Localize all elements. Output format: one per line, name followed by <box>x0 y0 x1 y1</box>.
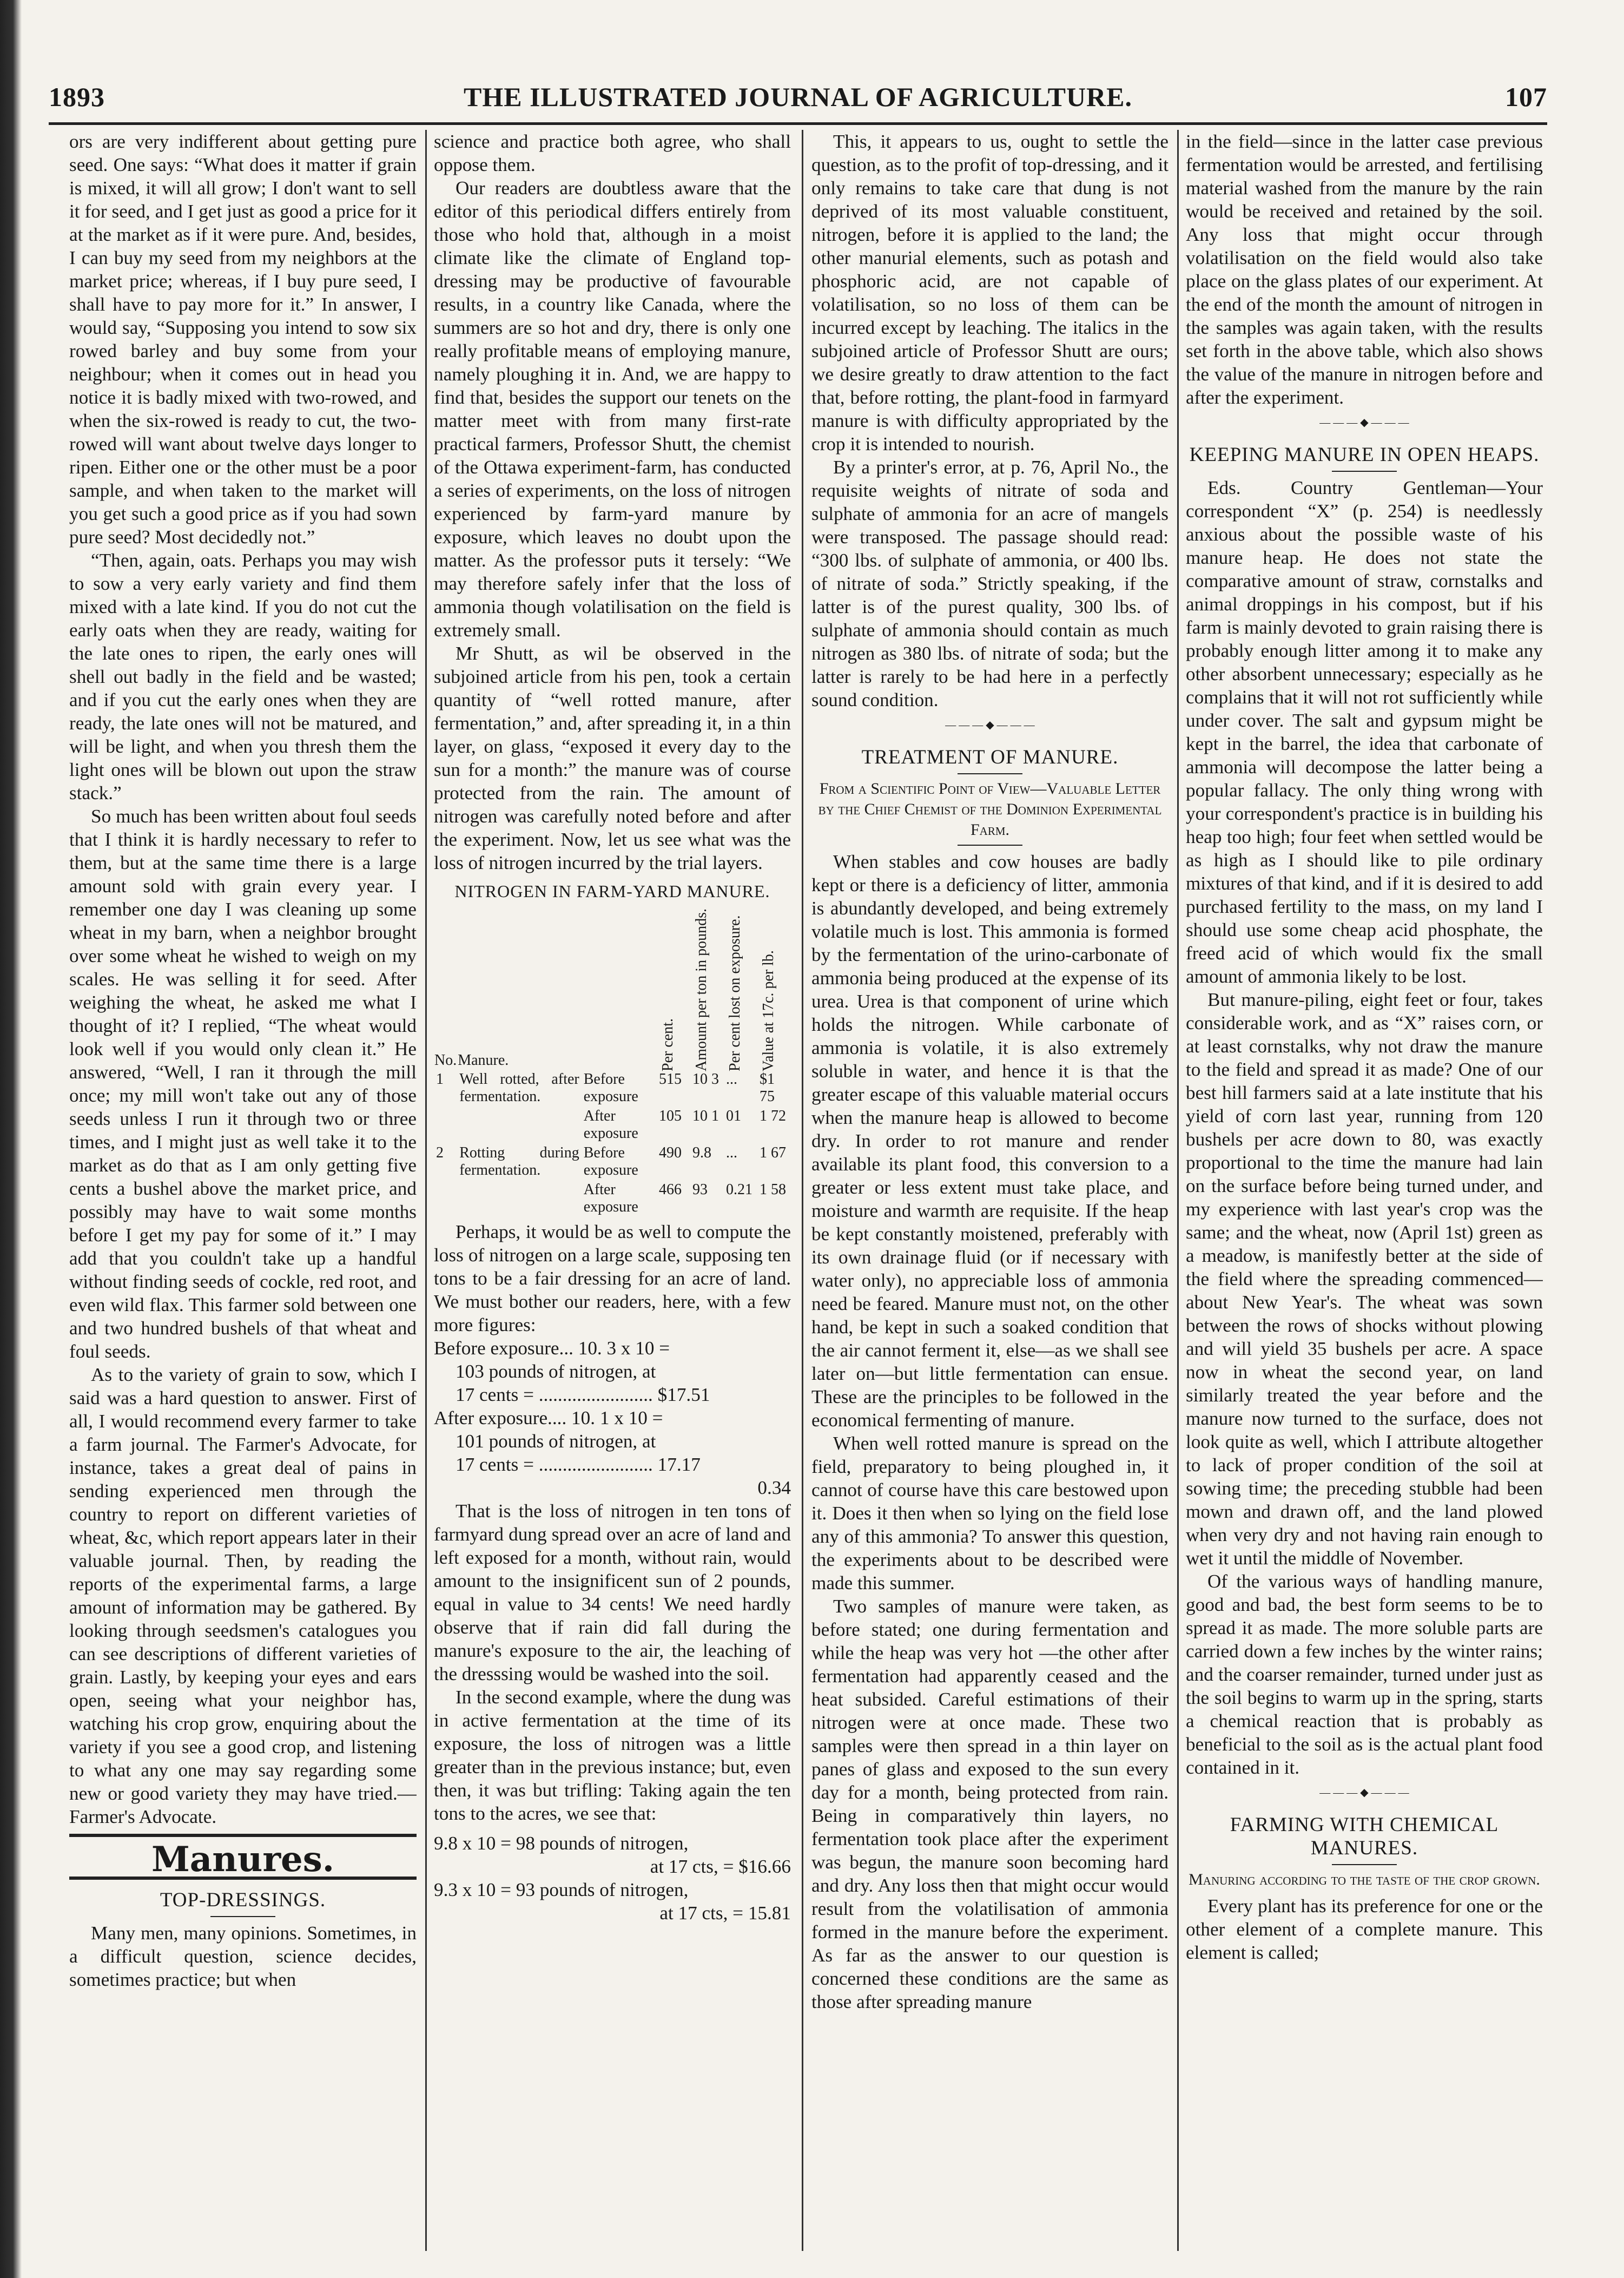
article-paragraph: When stables and cow houses are badly kept or there is a deficiency of litter, ammonia is abundantly developed, and being extremely volatile much is lost. This ammonia is formed by the fermentation of the urino-carbonate of ammonia being produced at the expense of its urea. Urea is that component of urine which holds the nitrogen. While carbonate of ammonia is volatile, it is also extremely soluble in water, and hence it is that the greater escape of this valuable material occurs when the manure heap is allowed to become dry. In order to rot manure and render available its plant food, this conversion to a greater or less extent must take place, and moisture and warmth are requisite. If the heap be kept constantly moistened, preferably with its own drainage fluid (or if necessary with water only), no appreciable loss of ammonia need be feared. Manure must not, on the other hand, be kept in such a soaked condition that the air cannot ferment it, else—as we shall see later on—but little fermentation can ensue. These are the principles to be followed in the economical fermenting of manure. <box>811 851 1169 1431</box>
header-rule <box>49 122 1547 125</box>
page-header <box>49 81 1547 119</box>
table-cell: 10 3 <box>692 1071 719 1088</box>
divider <box>210 1916 275 1917</box>
calc-line: 9.8 x 10 = 98 pounds of nitrogen, <box>434 1833 689 1854</box>
table-cell: Rotting during fermentation. <box>459 1144 579 1178</box>
calc-line: Before exposure... 10. 3 x 10 = <box>434 1338 670 1359</box>
table-header: Per cent lost on exposure. <box>727 915 743 1071</box>
section-title: Manures. <box>151 1839 335 1880</box>
calc-line: 17 cents = ........................ 17.17 <box>455 1454 701 1475</box>
column-divider <box>802 130 803 2251</box>
ornament-divider: — — — ◆ — — — <box>1319 417 1409 429</box>
table-title: NITROGEN IN FARM-YARD MANURE. <box>454 881 770 901</box>
article-paragraph: As to the variety of grain to sow, which I said was a hard question to answer. First of all, I would recommend every farmer to take a farm journal. The Farmer's Advocate, for instance, takes a great deal of pains in sending experienced men through the country to report on different varieties of wheat, &c, which report appears later in their valuable journal. Then, by reading the reports of the experimental farms, a large amount of information may be gathered. By looking through seedsmen's catalogues you can see descriptions of different varieties of grain. Lastly, by keeping your eyes and ears open, seeing what your neighbor has, watching his crop grow, enquiring about the variety if you see a good crop, and listening to what any one may say regarding some new or good variety they may have tried.—Farmer's Advocate. <box>69 1364 417 1827</box>
table-cell: 93 <box>692 1181 708 1198</box>
table-cell: Well rotted, after fermentation. <box>459 1071 579 1105</box>
divider <box>958 773 1022 774</box>
table-row <box>434 1107 791 1143</box>
table-cell: ... <box>726 1144 737 1161</box>
table-cell: 1 58 <box>760 1181 786 1198</box>
table-cell: After exposure <box>583 1108 638 1142</box>
table-cell: 105 <box>659 1108 682 1124</box>
calc-line: at 17 cts, = 15.81 <box>659 1902 791 1924</box>
calc-line: 101 pounds of nitrogen, at <box>455 1431 656 1452</box>
table-cell <box>434 1107 457 1143</box>
article-heading: TOP-DRESSINGS. <box>160 1889 326 1911</box>
article-subheading: Manuring according to the taste of the crop grown. <box>1189 1871 1540 1888</box>
table-cell: Before exposure <box>583 1144 638 1178</box>
header-year: 1893 <box>49 82 105 112</box>
article-paragraph: Mr Shutt, as wil be observed in the subjoined article from his pen, took a certain quantity of “well rotted manure, after fermentation,” and, after spreading it, in a thin layer, on glass, “exposed it every day to the sun for a month:” the manure was of course protected from the rain. The amount of nitrogen was carefully noted before and after the experiment. Now, let us see what was the loss of nitrogen incurred by the trial layers. <box>434 643 791 873</box>
divider <box>958 845 1022 846</box>
section-rule <box>69 1834 417 1837</box>
calc-line: 103 pounds of nitrogen, at <box>455 1361 656 1382</box>
table-cell: 10 1 <box>692 1108 719 1124</box>
calc-total: 0.34 <box>757 1477 791 1498</box>
article-paragraph: That is the loss of nitrogen in ten tons of farmyard dung spread over an acre of land and left exposed for a month, without rain, would amount to the insignificent sun of 2 pounds, equal in value to 34 cents! We need hardly observe that if rain did fall during the manure's exposure to the air, the leaching of the dresssing would be washed into the soil. <box>434 1500 791 1684</box>
table-cell <box>434 1180 457 1217</box>
article-paragraph: Our readers are doubtless aware that the editor of this periodical differs entirely from those who hold that, although in a moist climate like the climate of England top-dressing may be productive of favourable results, in a country like Canada, where the summers are so hot and dry, there is only one really profitable means of employing manure, namely ploughing it in. And, we are happy to find that, besides the support our tenets on the matter meet with from many first-rate practical farmers, Professor Shutt, the chemist of the Ottawa experiment-farm, has conducted a series of experiments, on the loss of nitrogen experienced by farm-yard manure by exposure, which leaves no doubt upon the matter. As the professor puts it tersely: “We may therefore safely infer that the loss of ammonia though volatilisation on the field is extremely small. <box>434 177 791 641</box>
column-divider <box>425 130 427 2251</box>
calc-line: 17 cents = ........................ $17.51 <box>455 1384 710 1405</box>
table-cell: After exposure <box>583 1181 638 1215</box>
article-paragraph: So much has been written about foul seeds that I think it is hardly necessary to refer to them, but at the same time there is a large amount sold with grain every year. I remember one day I was cleaning up some wheat in my barn, when a neighbor brought over some wheat he wished to weigh on my scales. He was selling it for seed. After weighing the wheat, he asked me what I thought of it? I replied, “The wheat would look well if you would only clean it.” He answered, “Well, I ran it through the mill once; my mill won't take out any of those seeds unless I run it through two or three times, and I might just as well take it to the market as do that as I am only getting five cents a bushel above the market price, and possibly may have to wait some months before I get my pay for some of it.” I may add that you couldn't take up a handful without finding seeds of cockle, red root, and even wild flax. This farmer sold between one and two hundred bushels of that wheat and foul seeds. <box>69 806 417 1362</box>
ornament-divider: — — — ◆ — — — <box>1319 1787 1409 1799</box>
table-cell: 1 <box>436 1071 444 1088</box>
table-cell: 01 <box>726 1108 741 1124</box>
article-paragraph: By a printer's error, at p. 76, April No., the requisite weights of nitrate of soda and sulphate of ammonia for an acre of mangels were transposed. The passage should read: “300 lbs. of sulphate of ammonia, or 400 lbs. of nitrate of soda.” Strictly speaking, if the latter is of the purest quality, 300 lbs. of sulphate of ammonia should contain as much nitrogen as 380 lbs. of nitrate of soda; but the latter is rarely to be had here in a perfectly sound condition. <box>811 457 1169 710</box>
page-number: 107 <box>1505 82 1547 112</box>
calc-line: 9.3 x 10 = 93 pounds of nitrogen, <box>434 1879 689 1900</box>
table-row <box>434 1180 791 1217</box>
scan-edge <box>0 0 22 2278</box>
calculation-block <box>434 1832 791 1925</box>
article-paragraph: science and practice both agree, who shall oppose them. <box>434 131 791 175</box>
article-paragraph: Of the various ways of handling manure, good and bad, the best form seems to be to spread it as made. The more soluble parts are carried down a few inches by the winter rains; and the coarser remainder, turned under just as the soil begins to warm up in the spring, starts a chemical reaction that is probably as beneficial to the soil as is the actual plant food contained in it. <box>1186 1571 1543 1778</box>
table-cell: ... <box>726 1071 737 1088</box>
table-row <box>434 1143 791 1180</box>
article-paragraph: ors are very indifferent about getting pure seed. One says: “What does it matter if grain is mixed, it will all grow; I don't want to sell it for seed, and I get just as good a price for it at the market as if it were pure. And, besides, I can buy my seed from my neighbors at the market price; whereas, if I buy pure seed, I shall have to pay more for it.” In answer, I would say, “Supposing you intend to sow six rowed barley and buy some from your neighbour; when it comes out in head you notice it is badly mixed with two-rowed, and when the six-rowed is ready to cut, the two-rowed will want about twelve days longer to ripen. Either one or the other must be a poor sample, and when taken to the market will you get such a good price as if you had sown pure seed? Most decidedly not.” <box>69 131 417 548</box>
column-1 <box>69 130 417 2251</box>
article-paragraph: In the second example, where the dung was in active fermentation at the time of its exposure, the loss of nitrogen was a little greater than in the previous instance; but, even then, it was but trifling: Taking again the ten tons to the acres, we see that: <box>434 1687 791 1824</box>
table-cell: 2 <box>436 1144 444 1161</box>
table-cell <box>457 1180 581 1217</box>
article-paragraph: Two samples of manure were taken, as before stated; one during fermentation and while the heap was very hot —the other after fermentation had apparently ceased and the heat subsided. Careful estimations of their nitrogen were at once made. These two samples were then spread in a thin layer on panes of glass and exposed to the sun every day for a month, being protected from rain. Being in comparatively thin layers, no fermentation took place after the experiment was begun, the manure soon becoming hard and dry. Any loss then that might occur would result from the volatilisation of ammonia formed in the manure before the experiment. As far as the answer to our question is concerned these conditions are the same as those after spreading manure <box>811 1596 1169 2012</box>
article-paragraph: in the field—since in the latter case previous fermentation would be arrested, and fertilising material washed from the manure by the rain would be received and retained by the soil. Any loss that might occur through volatilisation on the field would also take place on the glass plates of our experiment. At the end of the month the amount of nitrogen in the samples was again taken, with the results set forth in the above table, which also shows the value of the manure in nitrogen before and after the experiment. <box>1186 131 1543 408</box>
table-header: Value at 17c. per lb. <box>760 950 777 1071</box>
calculation-block <box>434 1336 791 1499</box>
column-4 <box>1186 130 1543 2251</box>
calc-line: After exposure.... 10. 1 x 10 = <box>434 1407 663 1428</box>
ornament-divider: — — — ◆ — — — <box>945 719 1035 731</box>
article-paragraph: Eds. Country Gentleman—Your correspondent “X” (p. 254) is needlessly anxious about the possible waste of his manure heap. He does not state the comparative amount of straw, cornstalks and animal droppings in his compost, but if his farm is mainly devoted to grain raising there is probably enough litter among it to make any other absorbent unnecessary; especially as he complains that it will not rot sufficiently while under cover. The salt and gypsum might be kept in the barrel, the idea that carbonate of ammonia will decompose the latter being a popular fallacy. The only thing wrong with your correspondent's practice is in building his heap too high; four feet when settled would be as high as I should like to pile ordinary mixtures of that kind, and if it is desired to add purchased fertility to the mass, on my land I should use some cheap acid phosphate, the freed acid of which would fix the small amount of ammonia likely to be lost. <box>1186 477 1543 987</box>
table-cell <box>457 1107 581 1143</box>
table-cell: 515 <box>659 1071 682 1088</box>
column-divider <box>1177 130 1179 2251</box>
table-cell: 1 72 <box>760 1108 786 1124</box>
article-heading: TREATMENT OF MANURE. <box>861 746 1119 768</box>
article-paragraph: But manure-piling, eight feet or four, takes considerable work, and as “X” raises corn, or at least cornstalks, why not draw the manure to the field and spread it as made? One of our best hill farmers said at a late institute that his yield of corn last year, running from 120 bushels per acre down to 80, was exactly proportional to the time the manure had lain on the surface before being turned under, and my experience with last year's crop was the same; and the wheat, now (April 1st) green as a meadow, is manifestly better at the side of the field where the spreading commenced—about New Year's. The wheat was sown between the rows of shocks without plowing and will yield 35 bushels per acre. A space now in wheat the second year, on land similarly treated the year before and the manure now turned to the surface, does not look quite as well, which I attribute altogether to lack of proper condition of the soil at sowing time; the preceding stubble had been mown and drawn off, and the land plowed when very dry and not having rain enough to wet it until the middle of November. <box>1186 989 1543 1569</box>
table-header: Amount per ton in pounds. <box>693 908 710 1071</box>
table-cell: 466 <box>659 1181 682 1198</box>
divider <box>1332 1864 1397 1865</box>
column-3 <box>811 130 1169 2251</box>
table-cell: Before exposure <box>583 1071 638 1105</box>
table-header: Manure. <box>458 1052 509 1069</box>
calc-line: at 17 cts, = $16.66 <box>650 1856 791 1877</box>
table-cell: 1 67 <box>760 1144 786 1161</box>
article-heading: FARMING WITH CHEMICAL MANURES. <box>1230 1814 1499 1859</box>
column-2 <box>434 130 791 2251</box>
article-paragraph: Perhaps, it would be as well to compute the loss of nitrogen on a large scale, supposing ten tons to be a fair dressing for an acre of land. We must bother our readers, here, with a few more figures: <box>434 1221 791 1335</box>
table-cell: 0.21 <box>726 1181 752 1198</box>
article-subheading: From a Scientific Point of View—Valuable Letter by the Chief Chemist of the Dominion Experimental Farm. <box>818 780 1162 839</box>
table-cell: 490 <box>659 1144 682 1161</box>
article-paragraph: Many men, many opinions. Sometimes, in a difficult question, science decides, sometimes practice; but when <box>69 1923 417 1990</box>
divider <box>1332 471 1397 472</box>
table-cell: $1 75 <box>760 1071 775 1105</box>
journal-title: THE ILLUSTRATED JOURNAL OF AGRICULTURE. <box>463 82 1133 112</box>
nitrogen-table <box>434 906 791 1217</box>
table-header: Per cent. <box>659 1018 676 1071</box>
article-paragraph: Every plant has its preference for one or the other element of a complete manure. This element is called; <box>1186 1895 1543 1963</box>
table-cell: 9.8 <box>692 1144 711 1161</box>
article-heading: KEEPING MANURE IN OPEN HEAPS. <box>1189 444 1540 466</box>
article-paragraph: “Then, again, oats. Perhaps you may wish to sow a very early variety and find them mixed with a late kind. If you do not cut the early oats when they are ready, waiting for the late ones to ripen, the early ones will shell out badly in the field and be wasted; and if you cut the early ones when they are ready, the late ones will not be matured, and will be light, and when you thresh them the light ones will be blown out upon the straw stack.” <box>69 550 417 804</box>
table-row <box>434 1070 791 1107</box>
table-header: No. <box>434 1052 457 1069</box>
article-paragraph: When well rotted manure is spread on the field, preparatory to being ploughed in, it cannot of course have this care bestowed upon it. Does it then when so lying on the field lose any of this ammonia? To answer this question, the experiments about to be described were made this summer. <box>811 1433 1169 1594</box>
article-paragraph: This, it appears to us, ought to settle the question, as to the profit of top-dressing, and it only remains to take care that dung is not deprived of its most valuable constituent, nitrogen, before it is applied to the land; the other manurial elements, such as potash and phosphoric acid, are not capable of volatilisation, so no loss of them can be incurred except by leaching. The italics in the subjoined article of Professor Shutt are ours; we desire greatly to draw attention to the fact that, before rotting, the plant-food in farmyard manure is with difficulty appropriated by the crop it is intended to nourish. <box>811 131 1169 455</box>
